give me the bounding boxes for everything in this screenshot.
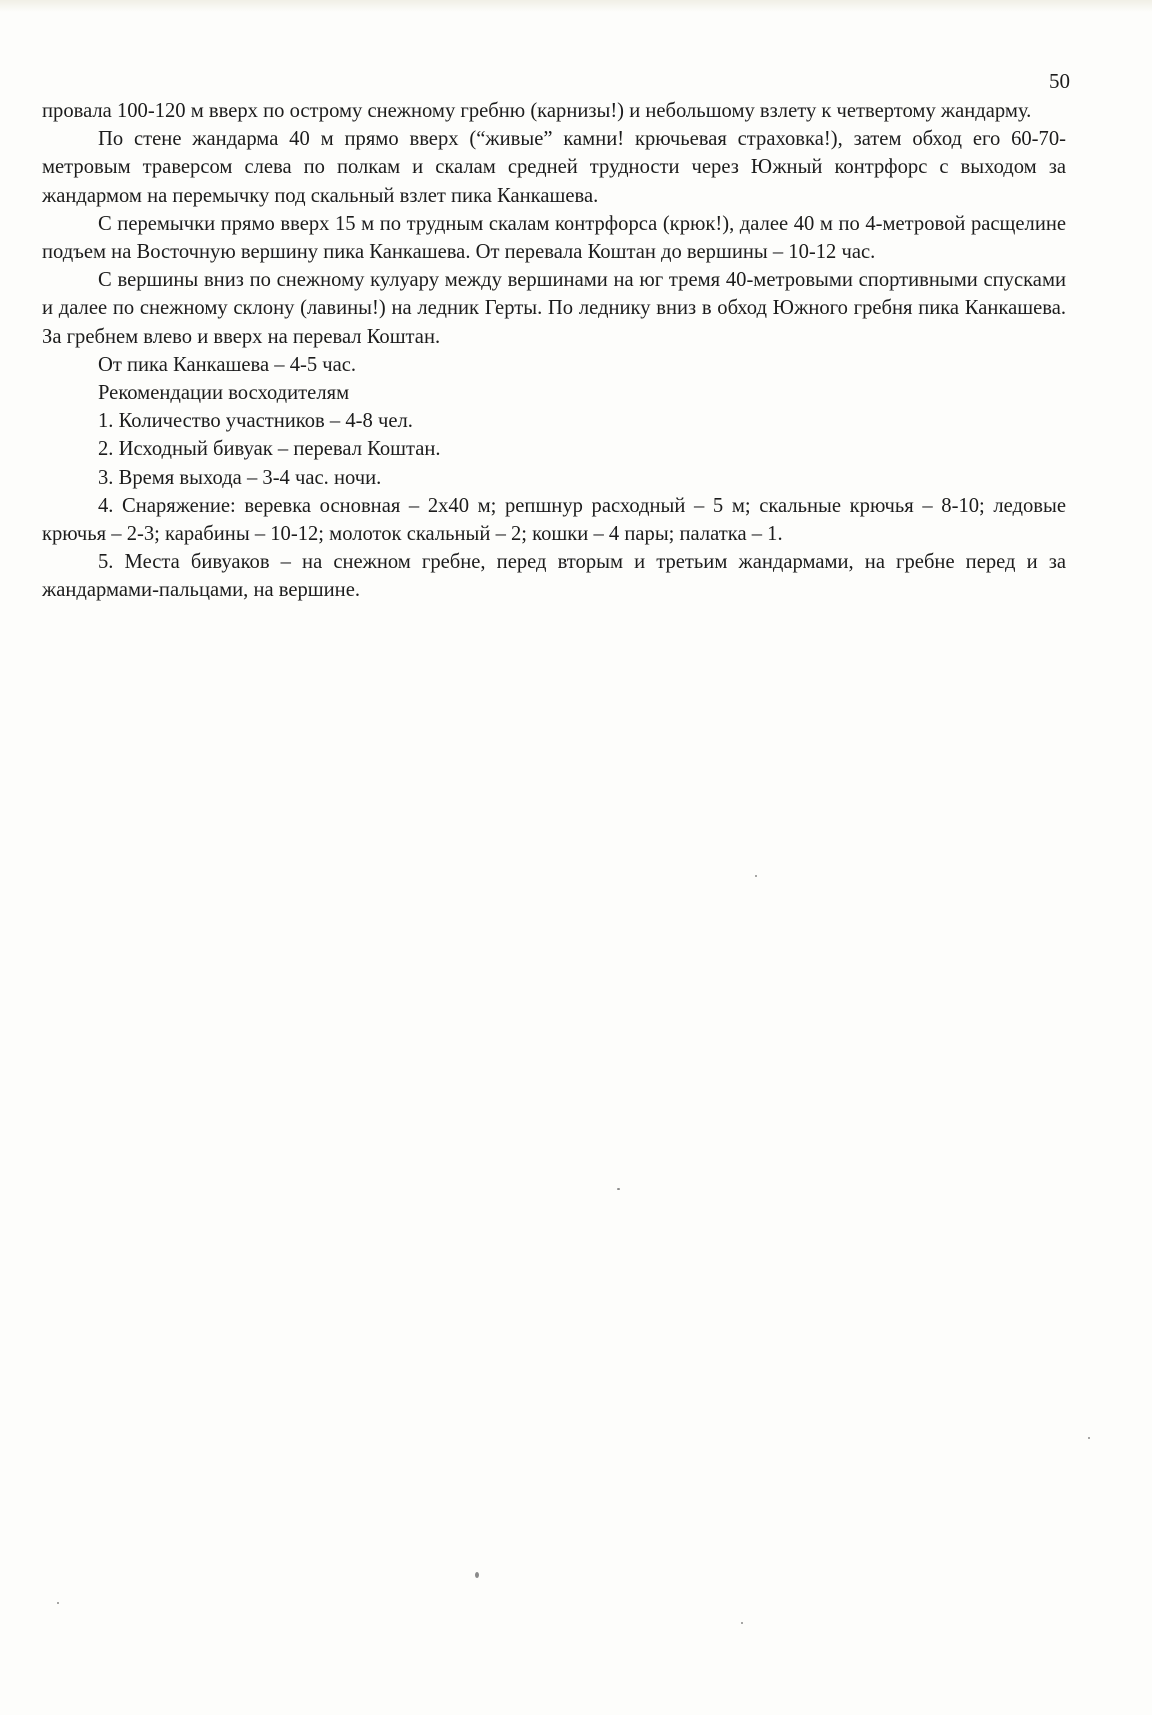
scan-edge-shade [0, 0, 1152, 12]
scan-speck [755, 875, 757, 877]
recommendations-heading: Рекомендации восходителям [98, 382, 350, 405]
body-text [42, 97, 1066, 605]
recommendation-item-bivouac-sites: 5. Места бивуаков – на снежном гребне, перед вторым и третьим жандармами, на гребне перед и за жандармами-пальцами, на вершине. [42, 551, 1066, 602]
recommendation-item-equipment: 4. Снаряжение: веревка основная – 2х40 м; репшнур расходный – 5 м; скальные крючья – 8-10; ледовые крючья – 2-3; карабины – 10-12; молоток скальный – 2; кошки – 4 пары; палатка – 1. [42, 494, 1066, 546]
paragraph-continuation: провала 100-120 м вверх по острому снежному гребню (карнизы!) и небольшому взлету к четвертому жандарму. [42, 100, 1032, 122]
paragraph-gendarme-wall: По стене жандарма 40 м прямо вверх (“живые” камни! крючьевая страховка!), затем обход его 60-70-метровым траверсом слева по полкам и скалам средней трудности через Южный контрфорс с выходом за жандармом на перемычку под скальный взлет пика Канкашева. [42, 128, 1066, 207]
paragraph-saddle-ascent: С перемычки прямо вверх 15 м по трудным скалам контрфорса (крюк!), далее 40 м по 4-метровой расщелине подъем на Восточную вершину пика Канкашева. От перевала Коштан до вершины – 10-12 час. [42, 212, 1066, 264]
page-number: 50 [1049, 69, 1070, 93]
scan-speck [741, 1622, 743, 1624]
scan-speck [617, 1188, 620, 1190]
recommendation-item-bivouac: 2. Исходный бивуак – перевал Коштан. [98, 438, 441, 461]
paragraph-descent-time: От пика Канкашева – 4-5 час. [98, 353, 357, 376]
recommendation-item-departure: 3. Время выхода – 3-4 час. ночи. [98, 466, 382, 489]
scan-speck [1088, 1437, 1090, 1439]
recommendation-item-participants: 1. Количество участников – 4-8 чел. [98, 410, 413, 433]
scan-speck [475, 1572, 479, 1578]
scan-speck [57, 1602, 59, 1604]
paragraph-descent: С вершины вниз по снежному кулуару между вершинами на юг тремя 40-метровыми спортивными спусками и далее по снежному склону (лавины!) на ледник Герты. По леднику вниз в обход Южного гребня пика Канкашева. За гребнем влево и вверх на перевал Коштан. [42, 269, 1066, 348]
